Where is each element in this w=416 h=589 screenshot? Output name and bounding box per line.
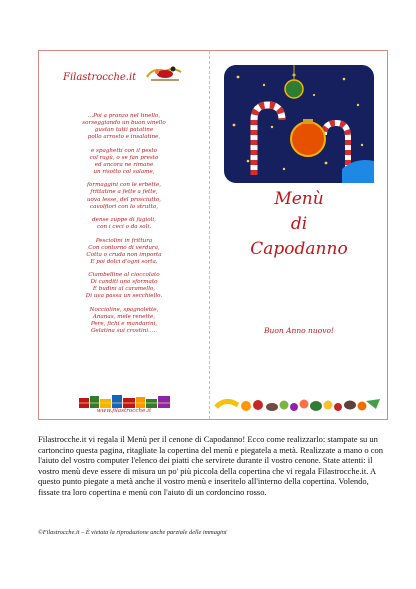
title-line: Capodanno [250, 239, 348, 259]
poem-stanza [51, 182, 197, 210]
title-line: di [290, 214, 308, 234]
poem-line: formaggini con le erbette, [86, 182, 162, 189]
poem-line: Pere, fichi e mandarini, [90, 321, 158, 328]
poem-stanza [51, 307, 197, 335]
poem-line: dense zuppe di fagioli, [92, 217, 156, 224]
poem-line: E budini al caramello, [92, 286, 156, 293]
poem-stanza [51, 217, 197, 231]
poem-line: Ananas, mele renette, [92, 313, 156, 320]
menu-cover-panel [210, 51, 388, 419]
menu-title [210, 187, 388, 262]
poem-line: con i ceci o da soli. [96, 224, 152, 231]
greeting: Buon Anno nuovo! [264, 326, 334, 335]
poem-line: Con contorno di verdura, [88, 244, 160, 251]
copyright-notice: ©Filastrocche.it – È vietata la riproduzione anche parziale delle immagini [38, 529, 227, 536]
christmas-ornaments-illustration [224, 65, 374, 183]
brand-logo-text: Filastrocche.it [63, 72, 137, 83]
poem-line: col ragù, o se fan presto [89, 154, 159, 161]
poem-stanza [51, 238, 197, 266]
poem-line: ...Poi a pranzo nel tinello, [87, 113, 161, 119]
poem-line: Pesciolini in frittura [95, 237, 153, 244]
poem-line: Ciambelline al cioccolato [88, 272, 160, 279]
poem-line: uova lesse, del prosciutto, [86, 196, 162, 203]
fruit-decoration [214, 393, 384, 415]
poem-line: Di uva passa un secchiello. [85, 293, 163, 300]
gifts-decoration [79, 394, 171, 408]
poem-stanza [51, 148, 197, 176]
instructions-text: Filastrocche.it vi regala il Menù per il cenone di Capodanno! Ecco come realizzarlo: stampate su un cartoncino questa pagina, ritagliate la copertina del menù e piegatela a metà. Realizzate a mano o con l'aiuto del vostro computer l'elenco dei piatti che servirete durante il vostro cenone. State attenti: il vostro menù deve essere di misura un po' più piccola della copertina che vi regala Filastrocche.it. A questo punto piegate a metà anche il vostro menù e inseritelo all'interno della copertina. Volendo, fissate tra loro copertina e menù con l'aiuto di un cordoncino rosso. [38, 434, 384, 497]
poem-line: un risotto col salame, [93, 168, 155, 175]
poem-line: E poi dolci d'ogni sorta. [90, 258, 158, 265]
poem-stanza [51, 272, 197, 300]
poem [51, 113, 197, 342]
poem-line: Gelatina sui crostini..... [90, 328, 158, 335]
poem-line: Di canditi uno sformato [90, 279, 158, 286]
poem-line: sorseggiando un buon vinello [82, 120, 166, 127]
menu-back-panel [39, 51, 209, 419]
poem-line: e spaghetti con il pesto [90, 147, 158, 154]
sleigh-logo-icon [143, 63, 185, 85]
poem-stanza [51, 113, 197, 141]
poem-line: gustan tutti patatine [94, 127, 154, 134]
poem-line: frittatine a fette a fette, [90, 189, 158, 196]
poem-line: Noccioline, spagnolette, [89, 306, 159, 313]
poem-line: Cotta o cruda non importa [86, 251, 162, 258]
site-url: www.filastrocche.it [96, 408, 152, 414]
poem-line: cavolfiori con lo strutto, [90, 203, 158, 210]
poem-line: pollo arrosto e insalatine, [87, 134, 161, 141]
menu-card [38, 50, 388, 420]
title-line: Menù [274, 189, 324, 209]
poem-line: ed ancora ne rimane [94, 161, 154, 168]
